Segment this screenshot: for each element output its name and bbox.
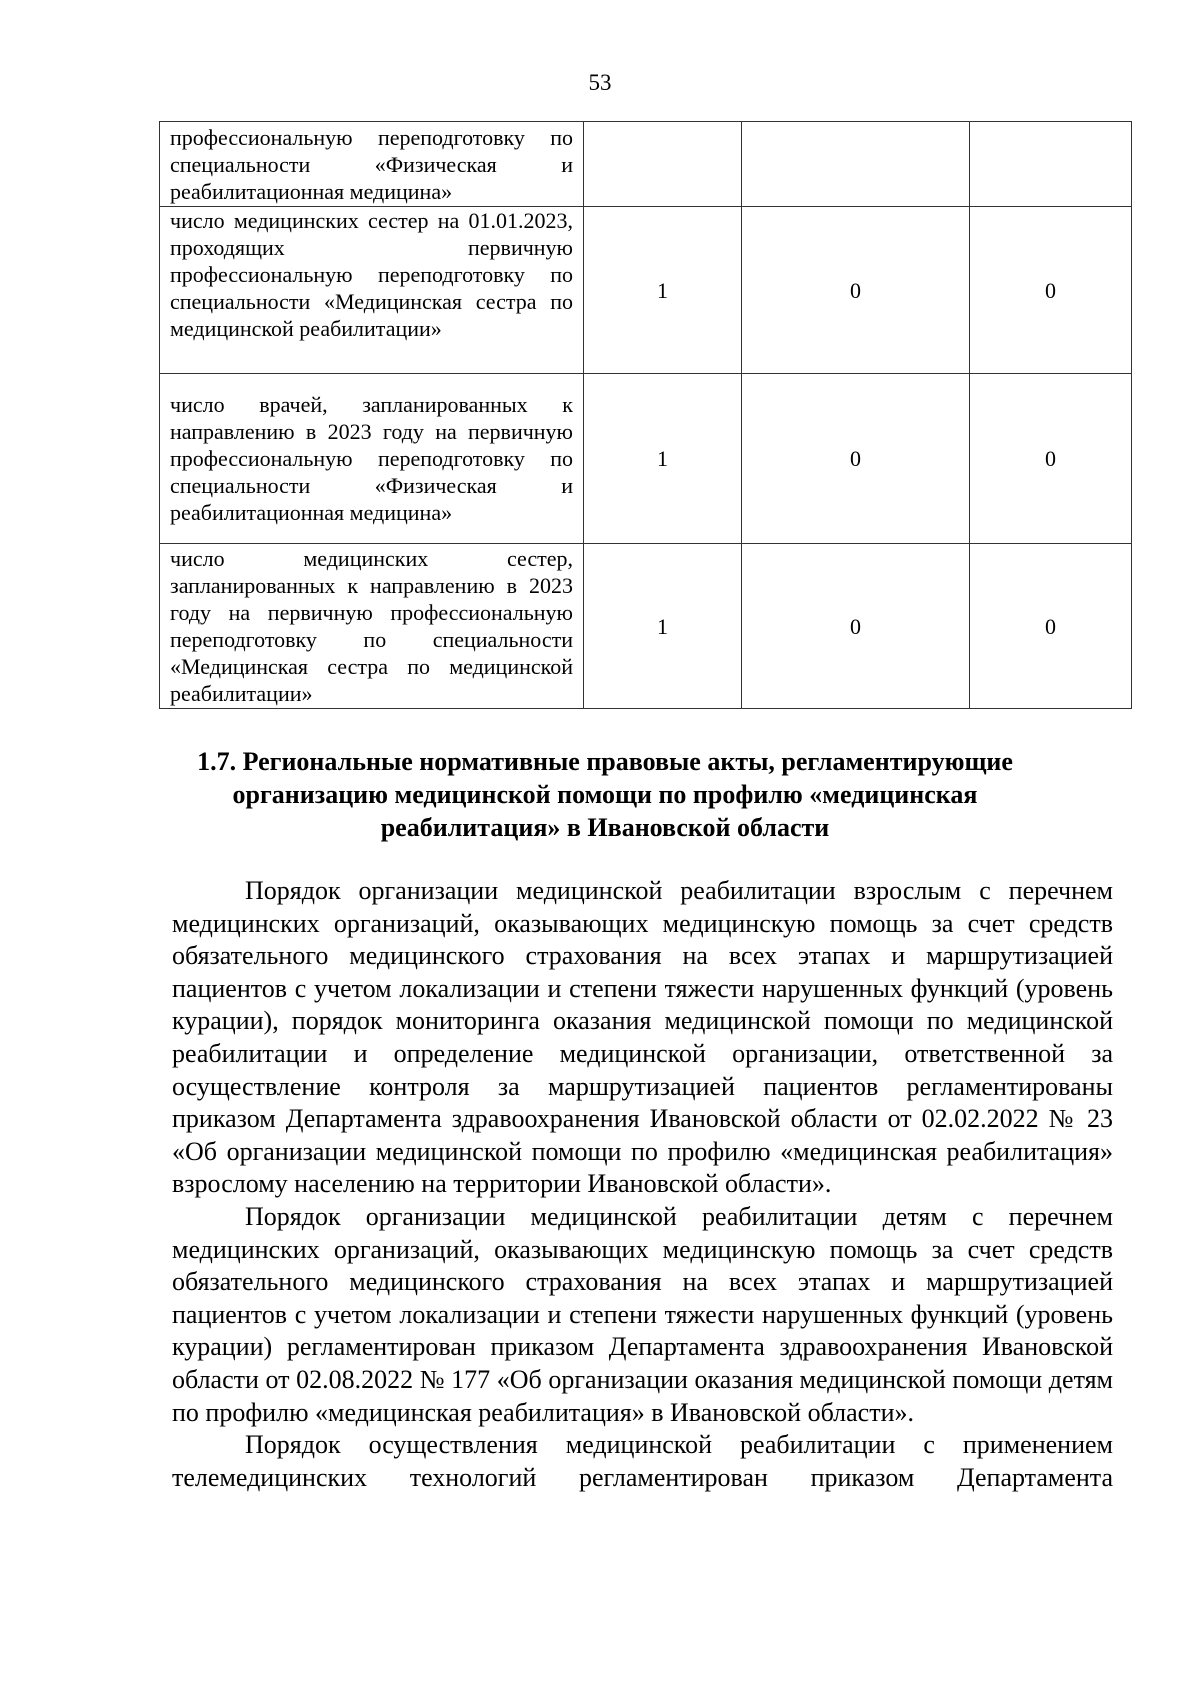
table-row [160,122,1132,207]
table-row [160,374,1132,544]
row-description: число медицинских сестер, запланированных к направлению в 2023 году на первичную профессиональную переподготовку по специальности «Медицинская сестра по медицинской реабилитации» [160,544,584,709]
section-heading: 1.7. Региональные нормативные правовые акты, регламентирующие организацию медицинской помощи по профилю «медицинская реабилитация» в Ивановской области [197,747,1013,842]
table-row [160,544,1132,709]
row-description: число медицинских сестер на 01.01.2023, проходящих первичную профессиональную переподготовку по специальности «Медицинская сестра по медицинской реабилитации» [160,207,584,374]
row-value-col3: 0 [742,374,970,544]
row-value-col3: 0 [742,544,970,709]
paragraph: Порядок осуществления медицинской реабилитации с применением телемедицинских технологий регламентирован приказом Департамента [172,1430,1113,1492]
row-value-col2 [584,122,742,207]
row-value-col4 [970,122,1132,207]
row-value-col4: 0 [970,374,1132,544]
row-value-col2: 1 [584,207,742,374]
row-value-col3: 0 [742,207,970,374]
page-number: 53 [588,70,612,95]
row-value-col2: 1 [584,544,742,709]
table-row [160,207,1132,374]
row-value-col4: 0 [970,207,1132,374]
paragraph: Порядок организации медицинской реабилитации детям с перечнем медицинских организаций, оказывающих медицинскую помощь за счет средств обязательного медицинского страхования на всех этапах и маршрутизацией пациентов с учетом локализации и степени тяжести нарушенных функций (уровень курации) регламентирован приказом Департамента здравоохранения Ивановской области от 02.08.2022 № 177 «Об организации оказания медицинской помощи детям по профилю «медицинская реабилитация» в Ивановской области». [172,1201,1113,1427]
row-description: число врачей, запланированных к направлению в 2023 году на первичную профессиональную переподготовку по специальности «Физическая и реабилитационная медицина» [160,374,584,544]
body-text [172,875,1113,1494]
row-value-col4: 0 [970,544,1132,709]
data-table [159,121,1132,709]
row-description: профессиональную переподготовку по специальности «Физическая и реабилитационная медицина» [160,122,584,207]
row-value-col3 [742,122,970,207]
row-value-col2: 1 [584,374,742,544]
paragraph: Порядок организации медицинской реабилитации взрослым с перечнем медицинских организаций, оказывающих медицинскую помощь за счет средств обязательного медицинского страхования на всех этапах и маршрутизацией пациентов с учетом локализации и степени тяжести нарушенных функций (уровень курации), порядок мониторинга оказания медицинской помощи по медицинской реабилитации и определение медицинской организации, ответственной за осуществление контроля за маршрутизацией пациентов регламентированы приказом Департамента здравоохранения Ивановской области от 02.02.2022 № 23 «Об организации медицинской помощи по профилю «медицинская реабилитация» взрослому населению на территории Ивановской области». [172,876,1113,1199]
